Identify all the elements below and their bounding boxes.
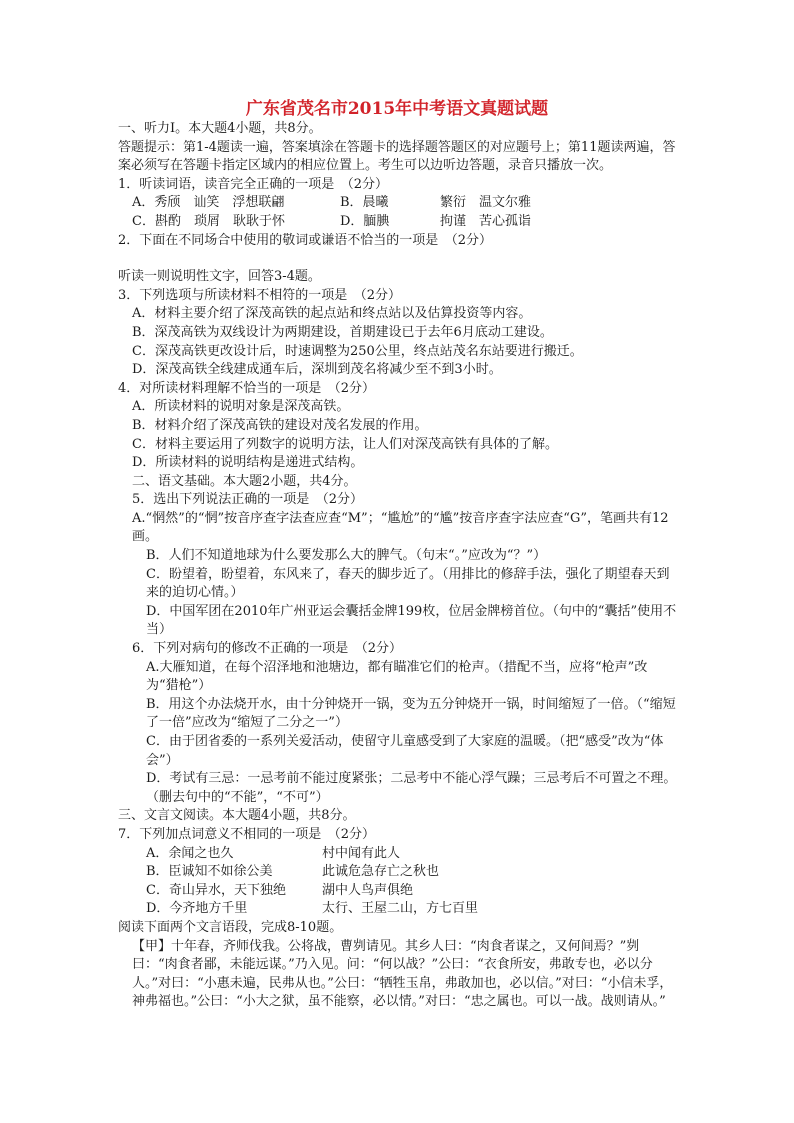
option-row: B．臣诚知不如徐公美 此诚危急存亡之秋也 [118,863,678,882]
option: A．余闻之也久 [146,845,234,861]
option: C．奇山异水，天下独绝 [146,882,286,898]
option: D．所读材料的说明结构是递进式结构。 [132,455,364,471]
option: C．斟酌 琐屑 [132,213,220,229]
option: C．盼望着，盼望着，东风来了，春天的脚步近了。（用排比的修辞手法，强化了期望春天到来的迫切心情。） [146,566,670,601]
option-row: A．余闻之也久 村中闻有此人 [118,845,678,864]
option: A.大雁知道，在每个沼泽地和池塘边，都有瞄准它们的枪声。（措配不当，应将“枪声”改为“猎枪”） [146,659,648,694]
question-stem: 2．下面在不同场合中使用的敬词或谦语不恰当的一项是 （2分） [118,232,493,248]
option: C．由于团省委的一系列关爱活动，使留守儿童感受到了大家庭的温暖。（把“感受”改为“体会”） [146,734,664,768]
page-title: 广东省茂名市2015年中考语文真题试题 [245,99,549,119]
option: B．材料介绍了深茂高铁的建设对茂名发展的作用。 [132,417,428,433]
section-heading: 二、语文基础。本大题2小题，共4分。 [132,473,357,489]
option-row: D．今齐地方千里 太行、王屋二山，方七百里 [118,900,678,919]
option: C．深茂高铁更改设计后，时速调整为250公里，终点站茂名东站要进行搬迁。 [132,343,583,359]
option: A．秀颀 讪笑 [132,195,220,211]
answer-tip: 答题提示：第1-4题读一遍，答案填涂在答题卡的选择题答题区的对应题号上；第11题读两遍，答案必须写在答题卡指定区域内的相应位置上。考生可以边听边答题，录音只播放一次。 [118,139,676,174]
option: A．材料主要介绍了深茂高铁的起点站和终点站以及估算投资等内容。 [132,306,532,322]
option: A.“惘然”的“惘”按音序查字法查应查“M”；“尴尬”的“尴”按音序查字法应查“G”，笔画共有12画。 [132,510,669,545]
question-stem: 7．下列加点词意义不相同的一项是 （2分） [118,826,376,842]
option: B．臣诚知不如徐公美 [146,864,273,880]
option: D．考试有三忌：一忌考前不能过度紧张；二忌考中不能心浮气躁；三忌考后不可置之不理。（删去句中的“不能”，“不可”） [146,771,677,805]
option: B．用这个办法烧开水，由十分钟烧开一锅，变为五分钟烧开一锅，时间缩短了一倍。（“缩短了一倍”应改为“缩短了二分之一”） [146,696,676,731]
section-heading: 三、文言文阅读。本大题4小题，共8分。 [118,808,356,824]
exam-body [118,120,678,1012]
question-stem: 1．听读词语，读音完全正确的一项是 （2分） [118,176,389,192]
option: D．深茂高铁全线建成通车后，深圳到茂名将减少至不到3小时。 [132,362,502,378]
classical-passage: 【甲】十年春，齐师伐我。公将战，曹刿请见。其乡人曰：“肉食者谋之，又何间焉？”刿曰：“肉食者鄙，未能远谋。”乃入见。问：“何以战？”公曰：“衣食所安，弗敢专也，必以分人。”对曰：“小惠未遍，民弗从也。”公曰：“牺牲玉帛，弗敢加也，必以信。”对曰：“小信未孚，神弗福也。”公曰：“小大之狱，虽不能察，必以情。”对曰：“忠之属也。可以一战。战则请从。” [132,938,673,1010]
section-heading: 一、听力Ⅰ。本大题4小题，共8分。 [118,121,322,136]
question-stem: 4．对所读材料理解不恰当的一项是 （2分） [118,380,376,396]
reading-lead: 阅读下面两个文言语段，完成8-10题。 [118,919,343,935]
option-row: A．秀颀 讪笑 浮想联翩 B．晨曦 繁衍 温文尔雅 [118,194,678,213]
option-row: C．奇山异水，天下独绝 湖中人鸟声俱绝 [118,882,678,901]
option: D．腼腆 [340,213,390,229]
option: D．今齐地方千里 [146,901,248,917]
question-stem: 6．下列对病句的修改不正确的一项是 （2分） [132,641,403,657]
option: B．深茂高铁为双线设计为两期建设，首期建设已于去年6月底动工建设。 [132,324,553,340]
option-row: C．斟酌 琐屑 耿耿于怀 D．腼腆 拘谨 苦心孤诣 [118,213,678,232]
question-stem: 3．下列选项与所读材料不相符的一项是 （2分） [118,287,402,303]
option: C．材料主要运用了列数字的说明方法，让人们对深茂高铁有具体的了解。 [132,436,558,452]
reading-lead: 听读一则说明性文字，回答3-4题。 [118,269,321,285]
option: D．中国军团在2010年广州亚运会囊括金牌199枚，位居金牌榜首位。（句中的“囊括”使用不当） [146,603,677,638]
question-stem: 5．选出下列说法正确的一项是 （2分） [132,492,364,508]
option: A．所读材料的说明对象是深茂高铁。 [132,399,350,415]
option: B．晨曦 [340,195,389,211]
option: B．人们不知道地球为什么要发那么大的脾气。（句末“。”应改为“？”） [146,548,547,564]
